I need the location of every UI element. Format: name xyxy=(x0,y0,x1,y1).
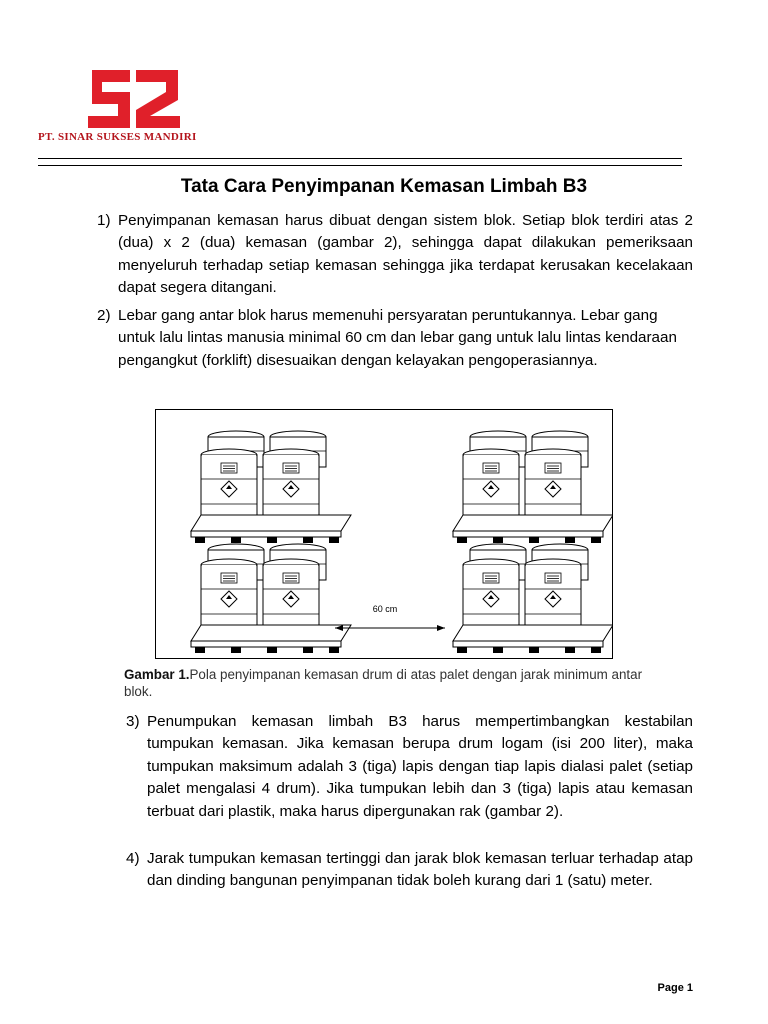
figure-caption xyxy=(124,666,644,700)
caption-label: Gambar 1. xyxy=(124,667,190,682)
list-number: 1) xyxy=(97,212,111,229)
list-item-4 xyxy=(126,848,693,893)
company-logo xyxy=(86,70,182,128)
gap-label: 60 cm xyxy=(372,604,398,614)
list-text: Penyimpanan kemasan harus dibuat dengan sistem blok. Setiap blok terdiri atas 2 (dua) x 2 (dua) kemasan (gambar 2), sehingga dapat dilakukan pemeriksaan menyeluruh terhadap setiap kemasan sehingga jika terdapat kerusakan kecelakaan dapat segera ditangani. xyxy=(118,212,693,297)
list-item-1 xyxy=(97,210,693,300)
list-text: Penumpukan kemasan limbah B3 harus mempertimbangkan kestabilan tumpukan kemasan. Jika kemasan berupa drum logam (isi 200 liter), maka tumpukan maksimum adalah 3 (tiga) lapis dengan tiap lapis dialasi palet (setiap palet mengalasi 4 drum). Jika tumpukan lebih dan 3 (tiga) lapis atau kemasan terbuat dari plastik, maka harus dipergunakan rak (gambar 2). xyxy=(147,713,693,820)
list-number: 4) xyxy=(126,850,140,867)
list-text: Jarak tumpukan kemasan tertinggi dan jarak blok kemasan terluar terhadap atap dan dinding bangunan penyimpanan tidak boleh kurang dari 1 (satu) meter. xyxy=(147,850,693,890)
drum-storage-figure xyxy=(155,409,613,659)
list-number: 2) xyxy=(97,307,111,324)
header-rule-bottom xyxy=(38,165,682,166)
page-number: Page 1 xyxy=(657,982,693,994)
list-item-3 xyxy=(126,711,693,823)
document-title: Tata Cara Penyimpanan Kemasan Limbah B3 xyxy=(180,176,588,197)
company-name: PT. SINAR SUKSES MANDIRI xyxy=(38,131,197,143)
caption-text: Pola penyimpanan kemasan drum di atas palet dengan jarak minimum antar blok. xyxy=(124,667,643,699)
list-item-2 xyxy=(97,305,693,372)
list-text: Lebar gang antar blok harus memenuhi persyaratan peruntukannya. Lebar gang untuk lalu lintas manusia minimal 60 cm dan lebar gang untuk lalu lintas kendaraan pengangkut (forklift) disesuaikan dengan kelayakan pengoperasiannya. xyxy=(118,307,677,369)
list-number: 3) xyxy=(126,713,140,730)
header-rule-top xyxy=(38,158,682,159)
